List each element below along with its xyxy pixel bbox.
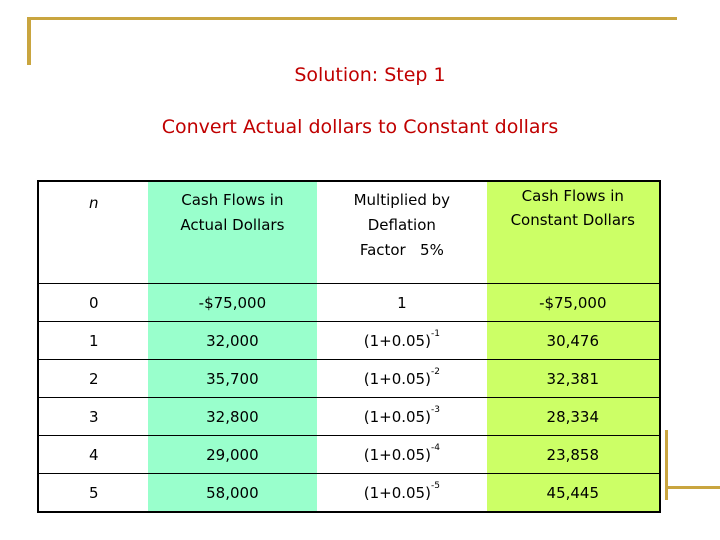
- cell-actual-dollars: 32,800: [148, 398, 317, 436]
- cell-actual-dollars: -$75,000: [148, 284, 317, 322]
- table-row: [38, 322, 660, 360]
- slide-subtitle: Convert Actual dollars to Constant dollars: [161, 116, 559, 138]
- factor-base: 1: [397, 293, 407, 312]
- cell-deflation-factor: [317, 436, 486, 474]
- factor-base: (1+0.05): [363, 407, 431, 426]
- factor-base: (1+0.05): [363, 331, 431, 350]
- factor-exponent: -1: [430, 328, 440, 339]
- cell-n: 3: [38, 398, 148, 436]
- cell-constant-dollars: -$75,000: [487, 284, 660, 322]
- slide-title: Solution: Step 1: [294, 64, 446, 86]
- header-deflation-factor: [317, 181, 486, 284]
- cell-deflation-factor: [317, 474, 486, 513]
- header-constant-line1: Cash Flows in: [521, 187, 624, 205]
- header-factor-line2: Deflation: [367, 215, 436, 234]
- cell-constant-dollars: 45,445: [487, 474, 660, 513]
- factor-exponent: -4: [430, 442, 440, 453]
- table-header-row: [38, 181, 660, 284]
- cell-actual-dollars: 58,000: [148, 474, 317, 513]
- cell-actual-dollars: 29,000: [148, 436, 317, 474]
- header-constant-dollars: [487, 181, 660, 284]
- factor-base: (1+0.05): [363, 483, 431, 502]
- header-actual-dollars: [148, 181, 317, 284]
- decorative-line-top: [27, 17, 677, 20]
- decorative-line-top-left: [27, 17, 31, 65]
- factor-exponent: -3: [430, 404, 440, 415]
- table-row: [38, 284, 660, 322]
- cell-deflation-factor: [317, 360, 486, 398]
- table-row: [38, 360, 660, 398]
- cell-constant-dollars: 30,476: [487, 322, 660, 360]
- cell-n: 0: [38, 284, 148, 322]
- cell-n: 4: [38, 436, 148, 474]
- table-row: [38, 398, 660, 436]
- factor-exponent: -5: [430, 480, 440, 491]
- cell-deflation-factor: [317, 284, 486, 322]
- cell-constant-dollars: 23,858: [487, 436, 660, 474]
- cell-n: 2: [38, 360, 148, 398]
- header-actual-line1: Cash Flows in: [181, 191, 284, 209]
- cell-actual-dollars: 35,700: [148, 360, 317, 398]
- header-constant-line2: Constant Dollars: [510, 211, 636, 229]
- decorative-line-bottom: [665, 486, 720, 489]
- table-row: [38, 436, 660, 474]
- header-n: n: [89, 194, 99, 212]
- header-factor-line1: Multiplied by: [353, 191, 451, 209]
- cell-actual-dollars: 32,000: [148, 322, 317, 360]
- header-actual-line2: Actual Dollars: [180, 215, 285, 234]
- factor-exponent: -2: [430, 366, 440, 377]
- cell-constant-dollars: 28,334: [487, 398, 660, 436]
- cell-n: 5: [38, 474, 148, 513]
- cell-constant-dollars: 32,381: [487, 360, 660, 398]
- factor-base: (1+0.05): [363, 445, 431, 464]
- table-row: [38, 474, 660, 513]
- cash-flow-table: [37, 180, 661, 513]
- cell-deflation-factor: [317, 398, 486, 436]
- factor-base: (1+0.05): [363, 369, 431, 388]
- decorative-line-bottom-right: [665, 430, 668, 500]
- cell-n: 1: [38, 322, 148, 360]
- cell-deflation-factor: [317, 322, 486, 360]
- header-factor-line3: Factor 5%: [359, 240, 444, 259]
